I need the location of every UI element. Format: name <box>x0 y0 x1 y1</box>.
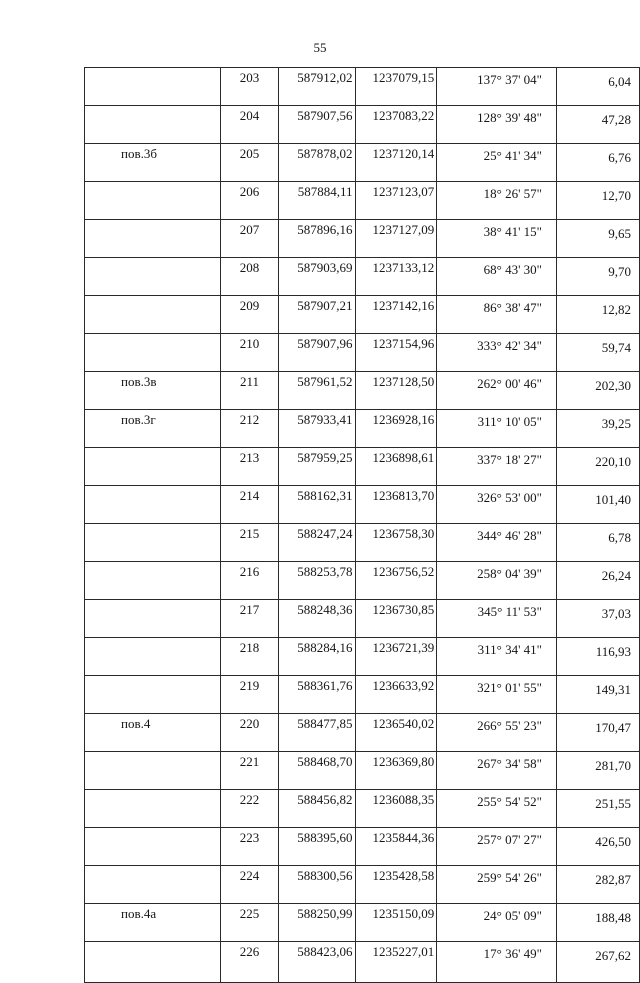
turn-label-cell <box>85 296 221 334</box>
coordinates-table <box>84 67 640 983</box>
coordinates-table-body <box>85 68 640 983</box>
point-number-cell: 217 <box>220 600 278 638</box>
direction-angle-cell: 68° 43' 30" <box>437 258 557 296</box>
distance-cell: 281,70 <box>557 752 640 790</box>
y-coordinate-cell: 1235150,09 <box>355 904 437 942</box>
y-coordinate-cell: 1236813,70 <box>355 486 437 524</box>
direction-angle-cell: 262° 00' 46" <box>437 372 557 410</box>
distance-cell: 37,03 <box>557 600 640 638</box>
turn-label-cell: пов.3б <box>85 144 221 182</box>
direction-angle-cell: 86° 38' 47" <box>437 296 557 334</box>
y-coordinate-cell: 1237154,96 <box>355 334 437 372</box>
distance-cell: 39,25 <box>557 410 640 448</box>
point-number-cell: 215 <box>220 524 278 562</box>
turn-label-cell <box>85 942 221 983</box>
turn-label-cell <box>85 106 221 144</box>
table-row <box>85 106 640 144</box>
distance-cell: 116,93 <box>557 638 640 676</box>
y-coordinate-cell: 1237127,09 <box>355 220 437 258</box>
direction-angle-cell: 267° 34' 58" <box>437 752 557 790</box>
table-row <box>85 258 640 296</box>
direction-angle-cell: 266° 55' 23" <box>437 714 557 752</box>
table-row <box>85 790 640 828</box>
y-coordinate-cell: 1237079,15 <box>355 68 437 106</box>
y-coordinate-cell: 1237142,16 <box>355 296 437 334</box>
direction-angle-cell: 333° 42' 34" <box>437 334 557 372</box>
turn-label-cell <box>85 562 221 600</box>
x-coordinate-cell: 587907,21 <box>279 296 356 334</box>
table-row <box>85 714 640 752</box>
x-coordinate-cell: 587896,16 <box>279 220 356 258</box>
table-row <box>85 562 640 600</box>
turn-label-cell <box>85 486 221 524</box>
direction-angle-cell: 38° 41' 15" <box>437 220 557 258</box>
point-number-cell: 210 <box>220 334 278 372</box>
turn-label-cell <box>85 790 221 828</box>
distance-cell: 282,87 <box>557 866 640 904</box>
table-row <box>85 828 640 866</box>
direction-angle-cell: 321° 01' 55" <box>437 676 557 714</box>
y-coordinate-cell: 1236756,52 <box>355 562 437 600</box>
page-number: 55 <box>313 40 327 55</box>
y-coordinate-cell: 1235227,01 <box>355 942 437 983</box>
direction-angle-cell: 345° 11' 53" <box>437 600 557 638</box>
point-number-cell: 209 <box>220 296 278 334</box>
turn-label-cell <box>85 258 221 296</box>
direction-angle-cell: 137° 37' 04" <box>437 68 557 106</box>
x-coordinate-cell: 587912,02 <box>279 68 356 106</box>
x-coordinate-cell: 587878,02 <box>279 144 356 182</box>
y-coordinate-cell: 1236758,30 <box>355 524 437 562</box>
x-coordinate-cell: 588395,60 <box>279 828 356 866</box>
x-coordinate-cell: 588423,06 <box>279 942 356 983</box>
direction-angle-cell: 258° 04' 39" <box>437 562 557 600</box>
point-number-cell: 211 <box>220 372 278 410</box>
y-coordinate-cell: 1236369,80 <box>355 752 437 790</box>
turn-label-cell <box>85 220 221 258</box>
direction-angle-cell: 259° 54' 26" <box>437 866 557 904</box>
distance-cell: 6,04 <box>557 68 640 106</box>
distance-cell: 59,74 <box>557 334 640 372</box>
x-coordinate-cell: 587959,25 <box>279 448 356 486</box>
table-row <box>85 68 640 106</box>
direction-angle-cell: 17° 36' 49" <box>437 942 557 983</box>
y-coordinate-cell: 1236928,16 <box>355 410 437 448</box>
table-row <box>85 410 640 448</box>
point-number-cell: 206 <box>220 182 278 220</box>
direction-angle-cell: 128° 39' 48" <box>437 106 557 144</box>
turn-label-cell <box>85 448 221 486</box>
point-number-cell: 213 <box>220 448 278 486</box>
turn-label-cell <box>85 676 221 714</box>
x-coordinate-cell: 587961,52 <box>279 372 356 410</box>
distance-cell: 149,31 <box>557 676 640 714</box>
point-number-cell: 214 <box>220 486 278 524</box>
distance-cell: 202,30 <box>557 372 640 410</box>
turn-label-cell <box>85 600 221 638</box>
y-coordinate-cell: 1236633,92 <box>355 676 437 714</box>
turn-label-cell <box>85 68 221 106</box>
table-row <box>85 524 640 562</box>
y-coordinate-cell: 1236730,85 <box>355 600 437 638</box>
direction-angle-cell: 344° 46' 28" <box>437 524 557 562</box>
x-coordinate-cell: 588477,85 <box>279 714 356 752</box>
table-row <box>85 220 640 258</box>
table-row <box>85 866 640 904</box>
x-coordinate-cell: 588247,24 <box>279 524 356 562</box>
point-number-cell: 222 <box>220 790 278 828</box>
turn-label-cell <box>85 752 221 790</box>
y-coordinate-cell: 1235844,36 <box>355 828 437 866</box>
table-row <box>85 296 640 334</box>
direction-angle-cell: 25° 41' 34" <box>437 144 557 182</box>
x-coordinate-cell: 588162,31 <box>279 486 356 524</box>
point-number-cell: 224 <box>220 866 278 904</box>
x-coordinate-cell: 587907,56 <box>279 106 356 144</box>
table-row <box>85 752 640 790</box>
distance-cell: 170,47 <box>557 714 640 752</box>
point-number-cell: 225 <box>220 904 278 942</box>
table-row <box>85 676 640 714</box>
direction-angle-cell: 18° 26' 57" <box>437 182 557 220</box>
table-row <box>85 638 640 676</box>
point-number-cell: 223 <box>220 828 278 866</box>
x-coordinate-cell: 587884,11 <box>279 182 356 220</box>
distance-cell: 426,50 <box>557 828 640 866</box>
distance-cell: 188,48 <box>557 904 640 942</box>
distance-cell: 101,40 <box>557 486 640 524</box>
table-row <box>85 182 640 220</box>
direction-angle-cell: 337° 18' 27" <box>437 448 557 486</box>
x-coordinate-cell: 588361,76 <box>279 676 356 714</box>
table-row <box>85 904 640 942</box>
turn-label-cell: пов.4а <box>85 904 221 942</box>
point-number-cell: 226 <box>220 942 278 983</box>
x-coordinate-cell: 588456,82 <box>279 790 356 828</box>
turn-label-cell <box>85 828 221 866</box>
point-number-cell: 203 <box>220 68 278 106</box>
x-coordinate-cell: 588248,36 <box>279 600 356 638</box>
turn-label-cell: пов.3г <box>85 410 221 448</box>
x-coordinate-cell: 587903,69 <box>279 258 356 296</box>
direction-angle-cell: 311° 10' 05" <box>437 410 557 448</box>
x-coordinate-cell: 588250,99 <box>279 904 356 942</box>
table-row <box>85 448 640 486</box>
y-coordinate-cell: 1236898,61 <box>355 448 437 486</box>
point-number-cell: 219 <box>220 676 278 714</box>
distance-cell: 251,55 <box>557 790 640 828</box>
turn-label-cell <box>85 866 221 904</box>
y-coordinate-cell: 1237120,14 <box>355 144 437 182</box>
point-number-cell: 208 <box>220 258 278 296</box>
y-coordinate-cell: 1237083,22 <box>355 106 437 144</box>
point-number-cell: 212 <box>220 410 278 448</box>
y-coordinate-cell: 1236721,39 <box>355 638 437 676</box>
direction-angle-cell: 326° 53' 00" <box>437 486 557 524</box>
point-number-cell: 218 <box>220 638 278 676</box>
y-coordinate-cell: 1236540,02 <box>355 714 437 752</box>
y-coordinate-cell: 1236088,35 <box>355 790 437 828</box>
point-number-cell: 207 <box>220 220 278 258</box>
y-coordinate-cell: 1237123,07 <box>355 182 437 220</box>
direction-angle-cell: 255° 54' 52" <box>437 790 557 828</box>
table-row <box>85 334 640 372</box>
point-number-cell: 204 <box>220 106 278 144</box>
direction-angle-cell: 257° 07' 27" <box>437 828 557 866</box>
direction-angle-cell: 311° 34' 41" <box>437 638 557 676</box>
y-coordinate-cell: 1235428,58 <box>355 866 437 904</box>
turn-label-cell: пов.3в <box>85 372 221 410</box>
distance-cell: 9,65 <box>557 220 640 258</box>
distance-cell: 47,28 <box>557 106 640 144</box>
x-coordinate-cell: 588253,78 <box>279 562 356 600</box>
turn-label-cell <box>85 182 221 220</box>
y-coordinate-cell: 1237128,50 <box>355 372 437 410</box>
distance-cell: 6,78 <box>557 524 640 562</box>
point-number-cell: 220 <box>220 714 278 752</box>
point-number-cell: 221 <box>220 752 278 790</box>
table-row <box>85 372 640 410</box>
turn-label-cell <box>85 638 221 676</box>
x-coordinate-cell: 588468,70 <box>279 752 356 790</box>
distance-cell: 9,70 <box>557 258 640 296</box>
distance-cell: 12,70 <box>557 182 640 220</box>
turn-label-cell <box>85 334 221 372</box>
turn-label-cell: пов.4 <box>85 714 221 752</box>
point-number-cell: 216 <box>220 562 278 600</box>
table-row <box>85 144 640 182</box>
x-coordinate-cell: 588300,56 <box>279 866 356 904</box>
table-row <box>85 600 640 638</box>
distance-cell: 12,82 <box>557 296 640 334</box>
x-coordinate-cell: 588284,16 <box>279 638 356 676</box>
distance-cell: 26,24 <box>557 562 640 600</box>
distance-cell: 267,62 <box>557 942 640 983</box>
distance-cell: 6,76 <box>557 144 640 182</box>
y-coordinate-cell: 1237133,12 <box>355 258 437 296</box>
table-row <box>85 486 640 524</box>
x-coordinate-cell: 587933,41 <box>279 410 356 448</box>
direction-angle-cell: 24° 05' 09" <box>437 904 557 942</box>
distance-cell: 220,10 <box>557 448 640 486</box>
turn-label-cell <box>85 524 221 562</box>
x-coordinate-cell: 587907,96 <box>279 334 356 372</box>
table-row <box>85 942 640 983</box>
point-number-cell: 205 <box>220 144 278 182</box>
